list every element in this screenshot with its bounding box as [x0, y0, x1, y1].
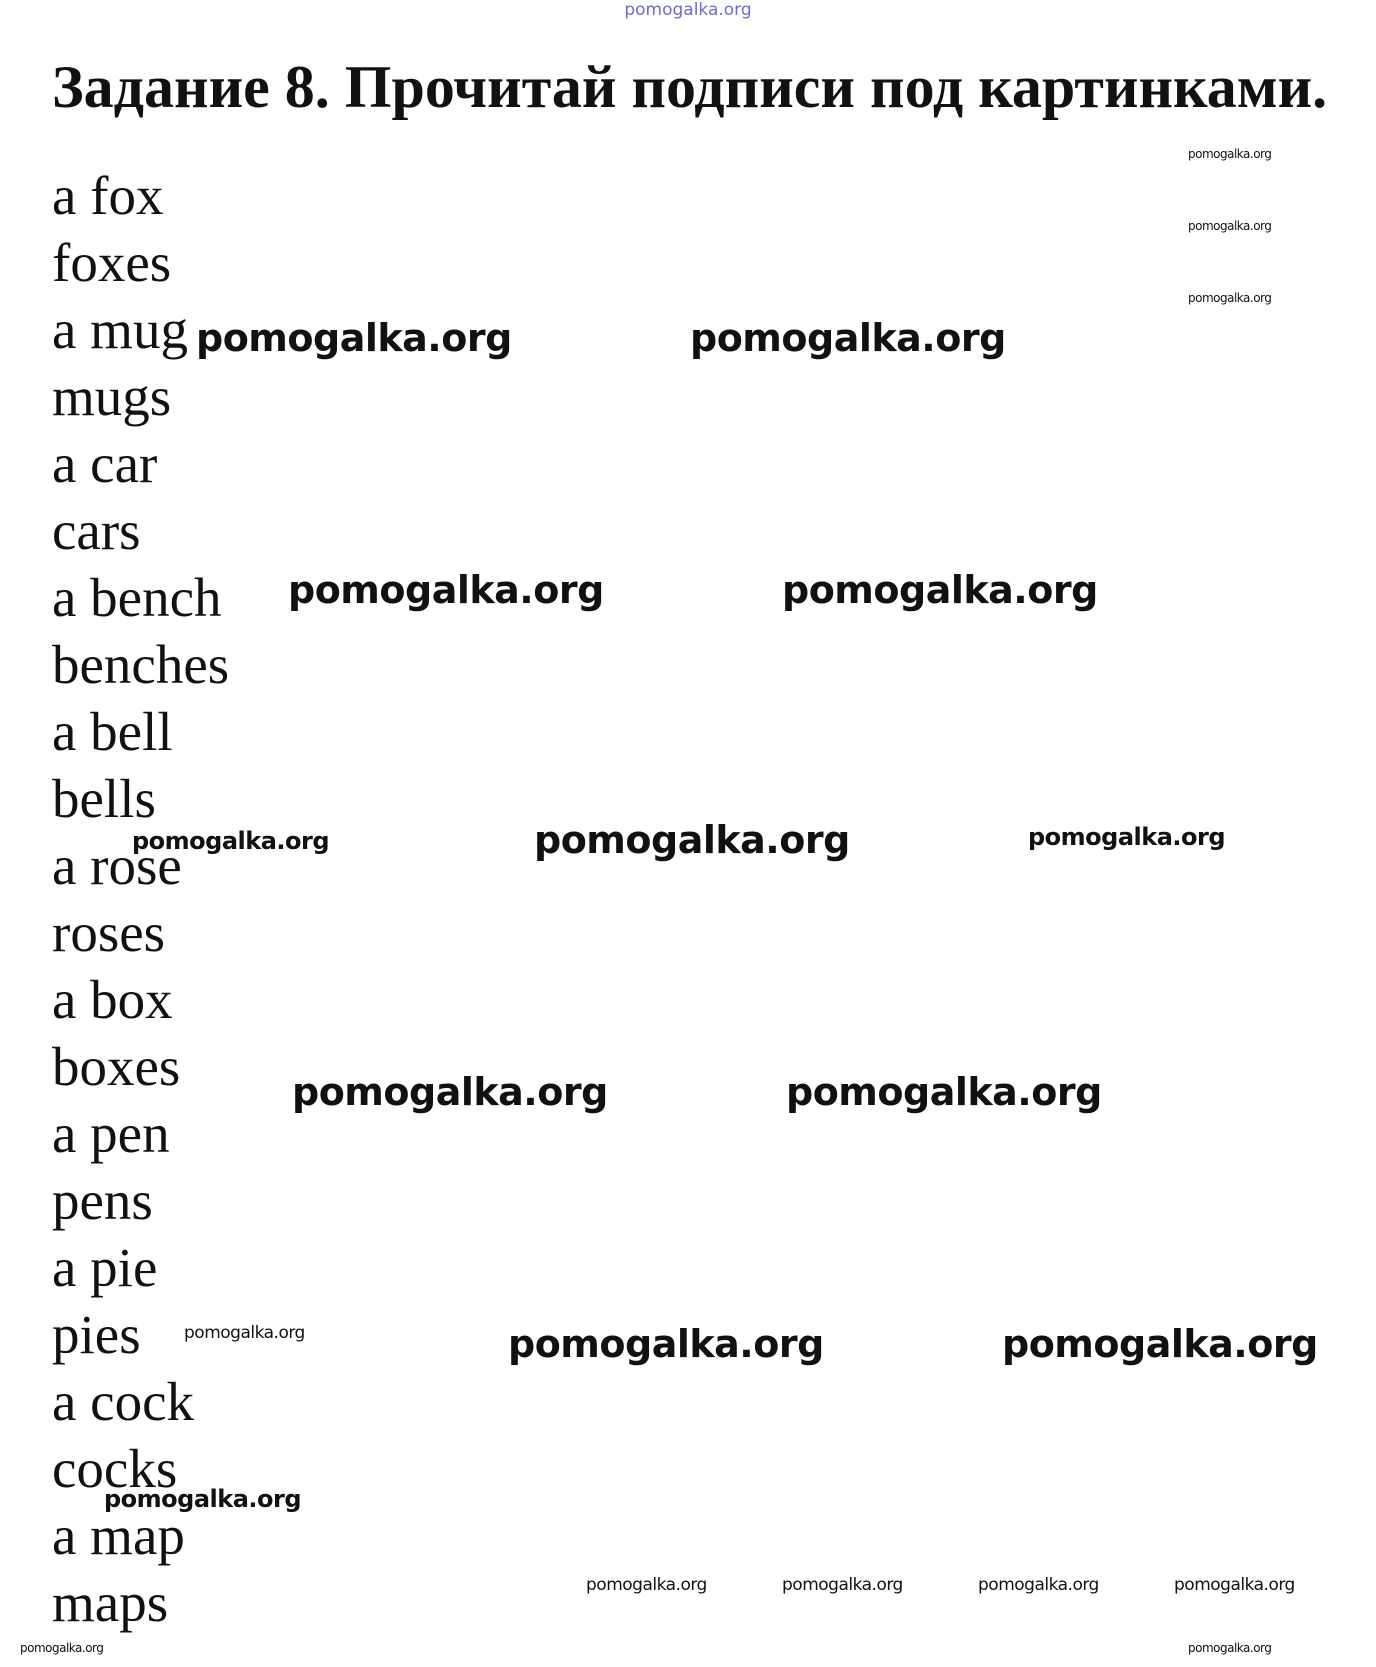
watermark: pomogalka.org: [782, 1575, 903, 1595]
word-item: a map: [52, 1505, 185, 1566]
word-item: a car: [52, 433, 158, 494]
word-item: roses: [52, 902, 166, 963]
word-list: [52, 162, 229, 1636]
watermark: pomogalka.org: [1028, 823, 1226, 851]
word-item: a cock: [52, 1371, 194, 1432]
watermark: pomogalka.org: [1188, 147, 1272, 161]
watermark: pomogalka.org: [1188, 219, 1272, 233]
word-item: a pie: [52, 1237, 158, 1298]
word-item: cocks: [52, 1438, 178, 1499]
watermark: pomogalka.org: [1188, 1641, 1272, 1655]
word-item: a fox: [52, 165, 164, 226]
watermark: pomogalka.org: [1188, 291, 1272, 305]
word-item: cars: [52, 500, 141, 561]
header-watermark: pomogalka.org: [624, 0, 752, 20]
watermark: pomogalka.org: [196, 316, 512, 360]
watermark: pomogalka.org: [20, 1641, 104, 1655]
word-item: a rose: [52, 835, 182, 896]
watermark: pomogalka.org: [534, 818, 850, 862]
watermark: pomogalka.org: [292, 1070, 608, 1114]
watermark: pomogalka.org: [132, 827, 330, 855]
watermark: pomogalka.org: [104, 1485, 302, 1513]
watermark: pomogalka.org: [508, 1322, 824, 1366]
word-item: a pen: [52, 1103, 170, 1164]
word-item: a bell: [52, 701, 173, 762]
word-item: a bench: [52, 567, 222, 628]
word-item: a mug: [52, 299, 188, 360]
watermark: pomogalka.org: [786, 1070, 1102, 1114]
word-item: a box: [52, 969, 173, 1030]
word-item: boxes: [52, 1036, 181, 1097]
word-item: maps: [52, 1572, 169, 1633]
watermark: pomogalka.org: [184, 1323, 305, 1343]
word-item: pies: [52, 1304, 141, 1365]
word-item: pens: [52, 1170, 153, 1231]
word-item: foxes: [52, 232, 172, 293]
watermark: pomogalka.org: [690, 316, 1006, 360]
word-item: mugs: [52, 366, 172, 427]
watermark: pomogalka.org: [586, 1575, 707, 1595]
word-item: bells: [52, 768, 156, 829]
word-item: benches: [52, 634, 230, 695]
watermark: pomogalka.org: [1174, 1575, 1295, 1595]
watermark: pomogalka.org: [782, 568, 1098, 612]
watermark: pomogalka.org: [978, 1575, 1099, 1595]
task-title: Задание 8. Прочитай подписи под картинками.: [52, 54, 1328, 120]
watermark: pomogalka.org: [288, 568, 604, 612]
watermark: pomogalka.org: [1002, 1322, 1318, 1366]
